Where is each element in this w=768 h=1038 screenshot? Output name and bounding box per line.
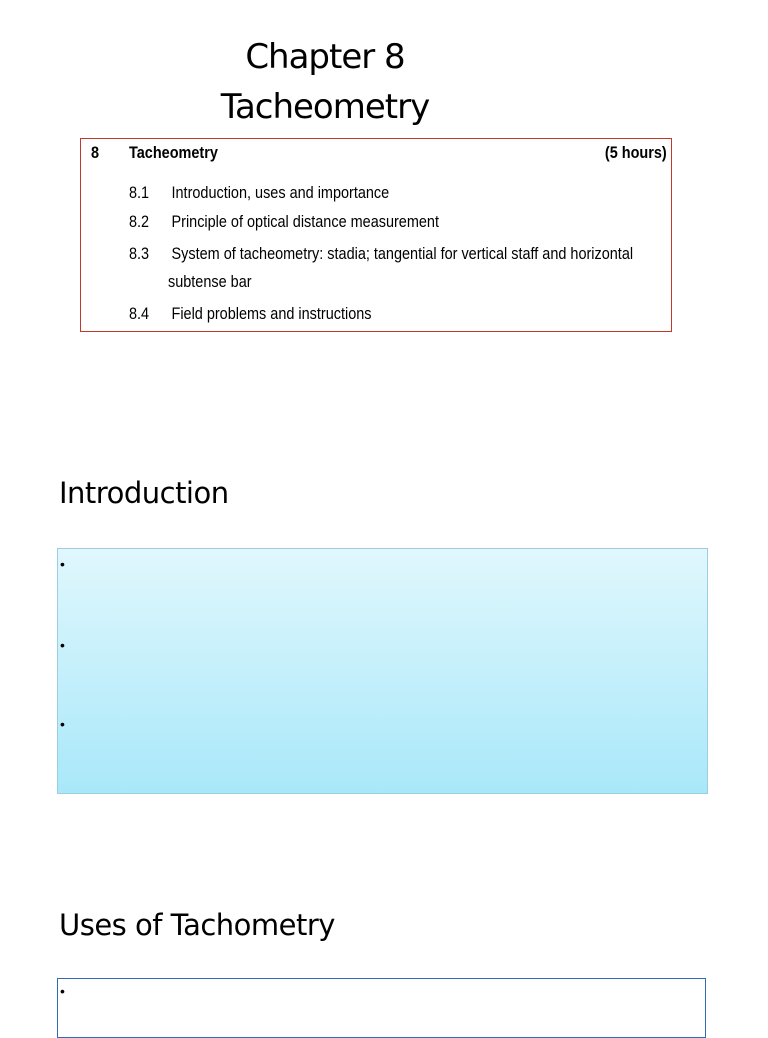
syllabus-hours: (5 hours) (605, 143, 667, 162)
syllabus-item-number: 8.1 (129, 183, 150, 202)
introduction-box (57, 548, 708, 794)
syllabus-header (91, 143, 667, 167)
bullet: • (60, 716, 65, 732)
syllabus-item (129, 244, 634, 264)
chapter-title: Chapter 8 (245, 37, 405, 77)
syllabus-box (80, 138, 672, 332)
syllabus-item-number: 8.3 (129, 244, 150, 263)
syllabus-item-text: Principle of optical distance measurement (171, 212, 439, 231)
syllabus-item-text: System of tacheometry: stadia; tangential for vertical staff and horizontal (171, 244, 634, 263)
syllabus-item-text: Introduction, uses and importance (171, 183, 390, 202)
chapter-subtitle: Tacheometry (220, 87, 430, 127)
uses-box (57, 978, 706, 1038)
syllabus-item-continuation: subtense bar (168, 272, 252, 291)
syllabus-item-number: 8.2 (129, 212, 150, 231)
syllabus-item-number: 8.4 (129, 304, 150, 323)
bullet: • (60, 556, 65, 572)
introduction-heading: Introduction (59, 476, 229, 510)
syllabus-chapter-number: 8 (91, 143, 100, 162)
syllabus-item (129, 212, 588, 232)
syllabus-item (129, 183, 588, 203)
bullet: • (60, 637, 65, 653)
bullet: • (60, 983, 65, 999)
uses-heading: Uses of Tachometry (59, 908, 335, 942)
syllabus-item (129, 304, 588, 324)
syllabus-chapter-name: Tacheometry (129, 143, 218, 162)
syllabus-item-text: Field problems and instructions (171, 304, 372, 323)
